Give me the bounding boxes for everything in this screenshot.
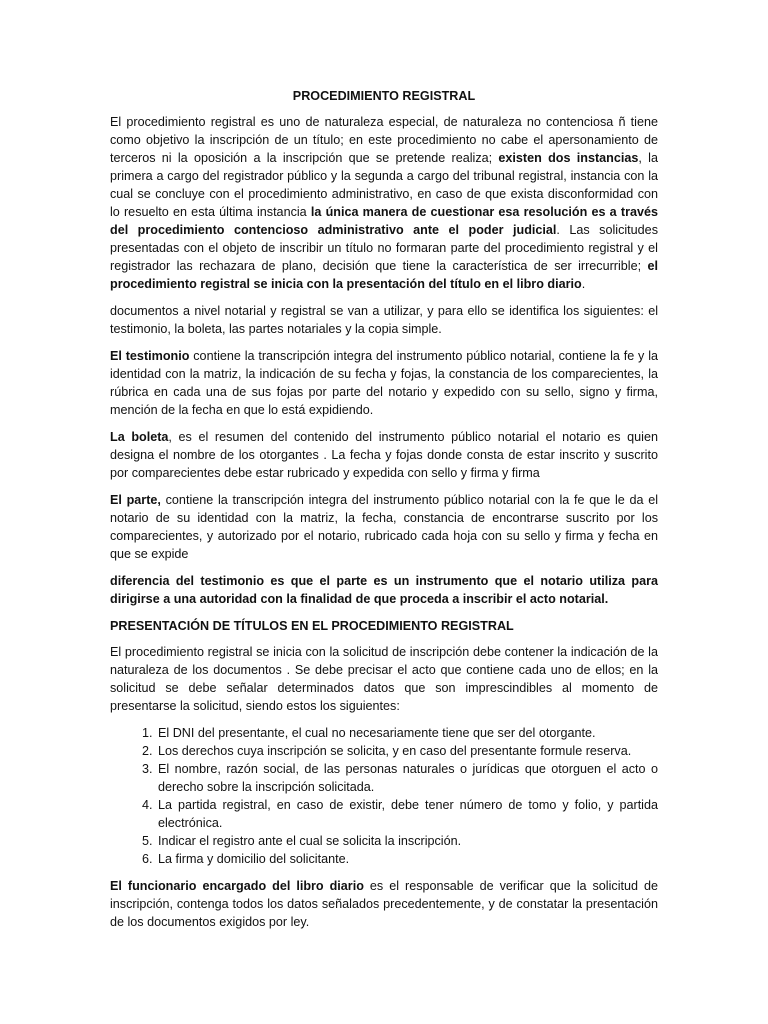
paragraph-solicitud: El procedimiento registral se inicia con la solicitud de inscripción debe contener la indicación de la naturaleza de los documentos . Se debe precisar el acto que contiene cada uno de ellos; en la solicitud se debe señalar determinados datos que son imprescindibles al momento de presentarse la solicitud, siendo estos los siguientes: — [110, 645, 658, 713]
boleta-term: La boleta — [110, 430, 169, 444]
parte-text: contiene la transcripción integra del instrumento público notarial con la fe que le da el notario de su identidad con la matriz, la fecha, constancia de encontrarse suscrito por los comparecientes, y autorizado por el notario, rubricado cada hoja con su sello y firma y fecha en que se expide — [110, 493, 658, 561]
diferencia-text: diferencia del testimonio es que el parte es un instrumento que el notario utiliza para dirigirse a una autoridad con la finalidad de que proceda a inscribir el acto notarial. — [110, 574, 658, 606]
paragraph-boleta — [110, 428, 658, 482]
paragraph-documents: documentos a nivel notarial y registral se van a utilizar, y para ello se identifica los siguientes: el testimonio, la boleta, las partes notariales y la copia simple. — [110, 304, 658, 336]
section-heading: PRESENTACIÓN DE TÍTULOS EN EL PROCEDIMIENTO REGISTRAL — [110, 619, 514, 633]
list-item: 2. Los derechos cuya inscripción se solicita, y en caso del presentante formule reserva. — [156, 742, 658, 760]
boleta-text: , es el resumen del contenido del instrumento público notarial el notario es quien designa el nombre de los otorgantes . La fecha y fojas donde consta de estar inscrito y suscrito por comparecientes debe estar rubricado y expedida con sello y firma y firma — [110, 430, 658, 480]
testimonio-term: El testimonio — [110, 349, 190, 363]
parte-term: El parte, — [110, 493, 161, 507]
funcionario-term: El funcionario encargado del libro diario — [110, 879, 364, 893]
list-item: 6. La firma y domicilio del solicitante. — [156, 850, 658, 868]
list-item: 3. El nombre, razón social, de las personas naturales o jurídicas que otorguen el acto o derecho sobre la inscripción solicitada. — [156, 760, 658, 796]
intro-bold-3: el procedimiento registral se inicia con la presentación del título en el libro diario — [110, 259, 658, 291]
paragraph-diferencia — [110, 572, 658, 608]
intro-bold-1: existen dos instancias — [498, 151, 639, 165]
list-item: 1. El DNI del presentante, el cual no necesariamente tiene que ser del otorgante. — [156, 724, 658, 742]
intro-bold-2: la única manera de cuestionar esa resolución es a través del procedimiento contencioso administrativo ante el poder judicial — [110, 205, 658, 237]
intro-text-1: El procedimiento registral es uno de naturaleza especial, de naturaleza no contenciosa ñ tiene como objetivo la inscripción de un título; en este procedimiento no cabe el apersonamiento de terceros ni la oposición a la inscripción que se pretende realiza; — [110, 115, 658, 165]
paragraph-testimonio — [110, 347, 658, 419]
testimonio-text: contiene la transcripción integra del instrumento público notarial, contiene la fe y la identidad con la matriz, la indicación de su fecha y fojas, la constancia de los comparecientes, la rúbrica en cada una de sus fojas por parte del notario y expedido con su sello, signo y firma, mención de la fecha en que lo está expidiendo. — [110, 349, 658, 417]
intro-text-2: , la primera a cargo del registrador público y la segunda a cargo del tribunal registral, instancia con la cual se concluye con el procedimiento administrativo, en caso de que exista disconformidad con lo resuelto en esta última instancia — [110, 151, 658, 219]
intro-text-4: . — [581, 277, 586, 291]
list-item: 5. Indicar el registro ante el cual se solicita la inscripción. — [156, 832, 658, 850]
paragraph-funcionario — [110, 877, 658, 931]
document-title: PROCEDIMIENTO REGISTRAL — [292, 89, 476, 103]
requirements-list — [110, 724, 658, 868]
list-item: 4. La partida registral, en caso de existir, debe tener número de tomo y folio, y partida electrónica. — [156, 796, 658, 832]
intro-text-3: . Las solicitudes presentadas con el objeto de inscribir un título no formaran parte del procedimiento registral y el registrador las rechazara de plano, decisión que tiene la característica de ser irrecurrible; — [110, 223, 658, 273]
paragraph-intro — [110, 113, 658, 293]
paragraph-parte — [110, 491, 658, 563]
funcionario-text: es el responsable de verificar que la solicitud de inscripción, contenga todos los datos señalados precedentemente, y de constatar la presentación de los documentos exigidos por ley. — [110, 879, 658, 929]
